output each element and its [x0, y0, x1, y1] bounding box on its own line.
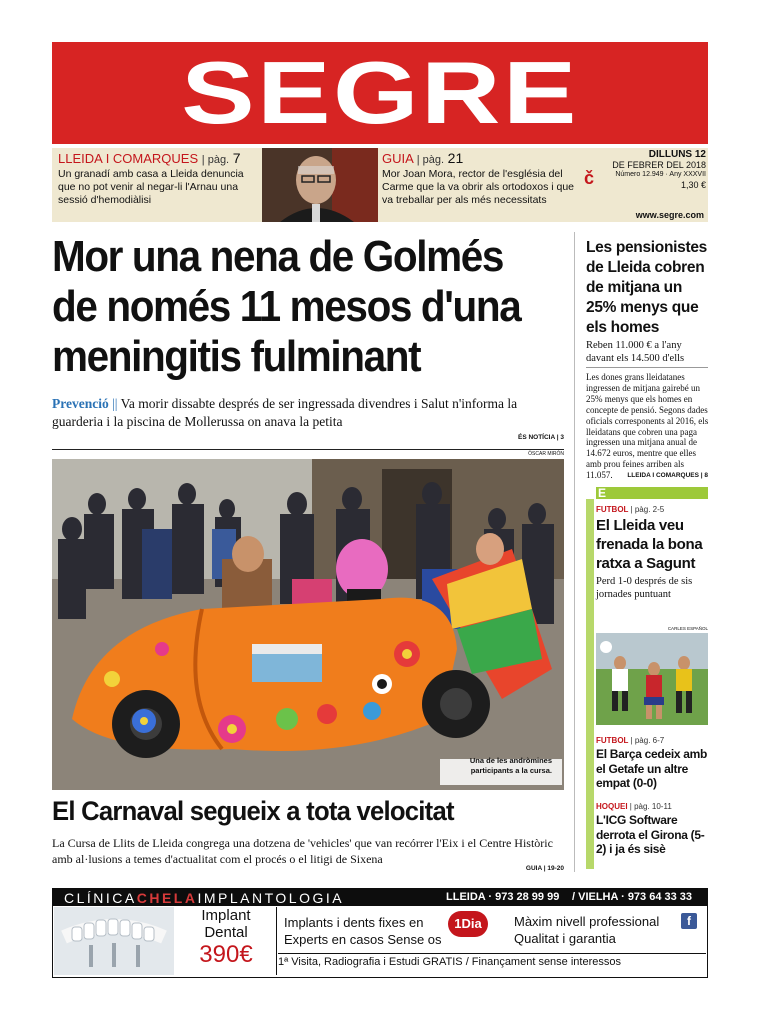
football-photo: [596, 633, 708, 725]
facebook-icon[interactable]: f: [681, 913, 697, 929]
one-day-badge: 1Dia: [448, 911, 488, 937]
photo-credit: ÒSCAR MIRÓN: [528, 451, 564, 457]
sport-headline: El Lleida veu frenada la bona ratxa a Sagunt: [596, 517, 703, 572]
sport-section: FUTBOL | pàg. 6-7: [596, 736, 665, 745]
divider: [586, 367, 708, 368]
main-ref: ÉS NOTÍCIA | 3: [517, 434, 564, 441]
ad-brand: CLÍNICACHELAIMPLANTOLOGIA: [64, 890, 345, 906]
sport-story-lleida[interactable]: [596, 505, 708, 601]
sports-badge: E: [598, 486, 607, 500]
sports-side-stripe: [586, 499, 594, 869]
sport-headline: L'ICG Software derrota el Girona (5-2) i ja és sisè: [596, 813, 705, 856]
carnival-lead: La Cursa de Llits de Lleida congrega una dotzena de 'vehicles' que van recórrer l'Eix i el Centre Històric amb al·lusions a temes d'actualitat com el procés o el litigi de Sixena: [52, 836, 553, 866]
ad-price: 390€: [199, 941, 253, 968]
teaser-text: Mor Joan Mora, rector de l'església del Carme que la va obrir als ortodoxos i que va treballar per als més necessitats: [382, 168, 575, 206]
ad-right-text: Màxim nivell professional Qualitat i garantia: [514, 914, 660, 946]
teaser-guia[interactable]: [382, 150, 578, 220]
masthead: [52, 42, 708, 144]
photo-caption: Una de les andròmines participants a la cursa.: [469, 756, 552, 775]
teeth-image: [54, 907, 174, 975]
pensions-body: Les dones grans lleidatanes ingressen de mitjana gairebé un 25% menys que els homes en concepte de pensió. Segons dades oficials corresponents al 2016, els lleidatans que cobren una paga ingressen una mitjana anual de 14.672 euros, mentre que elles amb prou feines arriben als 11.057.: [586, 372, 709, 481]
carnival-photo: [52, 459, 564, 790]
sport-sub: Perd 1-0 després de sis jornades puntuant: [596, 576, 693, 600]
sport-headline: El Barça cedeix amb el Getafe un altre empat (0-0): [596, 747, 708, 790]
newspaper-title: SEGRE: [181, 43, 579, 142]
issue-number: Número 12.949 · Any XXXVII: [615, 171, 706, 178]
issue-info: [582, 150, 706, 220]
pensions-ref: LLEIDA I COMARQUES | 8: [627, 472, 708, 479]
pensions-headline[interactable]: Les pensionistes de Lleida cobren de mitjana un 25% menys que els homes: [586, 239, 707, 336]
ad-phone-lleida: LLEIDA · 973 28 99 99: [446, 891, 560, 903]
ad-implant: Implant Dental 390€: [178, 907, 274, 969]
sports-bar: [596, 487, 708, 499]
carnival-headline[interactable]: El Carnaval segueix a tota velocitat: [52, 796, 454, 826]
main-headline[interactable]: Mor una nena de Golmés de només 11 mesos d'una meningitis fulminant: [52, 232, 521, 381]
issue-price: 1,30 €: [680, 180, 706, 190]
main-lead: Prevenció || Va morir dissabte després de ser ingressada divendres i Salut n'informa la guarderia i la piscina de Mollerussa on anava la petita: [52, 396, 518, 429]
sport-section: FUTBOL | pàg. 2-5: [596, 505, 665, 514]
ad-mid-text: Implants i dents fixes en Experts en casos Sense os: [284, 915, 442, 947]
teaser-section: LLEIDA I COMARQUES | pàg. 7: [58, 150, 241, 166]
teaser-text: Un granadí amb casa a Lleida denuncia que no pot venir al negar-li l'Arnau una sessió d'hemodiàlisi: [58, 168, 244, 206]
divider: [278, 953, 706, 954]
divider: [276, 907, 277, 975]
teaser-photo: [262, 148, 378, 222]
issue-date: DE FEBRER DEL 2018: [612, 160, 706, 170]
pensions-sub: Reben 11.000 € a l'any davant els 14.500 d'ells: [586, 340, 685, 364]
ad-phone-vielha: / VIELHA · 973 64 33 33: [572, 891, 693, 903]
divider: [52, 449, 564, 450]
sport-story-hoquei[interactable]: [596, 802, 708, 857]
teaser-section: GUIA | pàg. 21: [382, 150, 464, 166]
main-kicker: Prevenció: [52, 396, 109, 411]
sport-photo-credit: CARLES ESPAÑOL: [667, 626, 708, 631]
carnival-ref: GUIA | 19-20: [525, 865, 564, 872]
main-lead-text: Va morir dissabte després de ser ingressada divendres i Salut n'informa la guarderia i la piscina de Mollerussa on anava la petita: [52, 396, 518, 429]
sport-story-barca[interactable]: [596, 736, 708, 791]
issue-day: DILLUNS 12: [648, 149, 706, 160]
column-divider: [574, 232, 575, 872]
sport-section: HOQUEI | pàg. 10-11: [596, 802, 672, 811]
segre-logo-icon: č: [584, 168, 595, 188]
teaser-lleida[interactable]: [58, 150, 258, 220]
ad-bottom-text: 1ª Visita, Radiografia i Estudi GRATIS / Finançament sense interessos: [278, 956, 621, 968]
site-url[interactable]: www.segre.com: [635, 210, 704, 220]
